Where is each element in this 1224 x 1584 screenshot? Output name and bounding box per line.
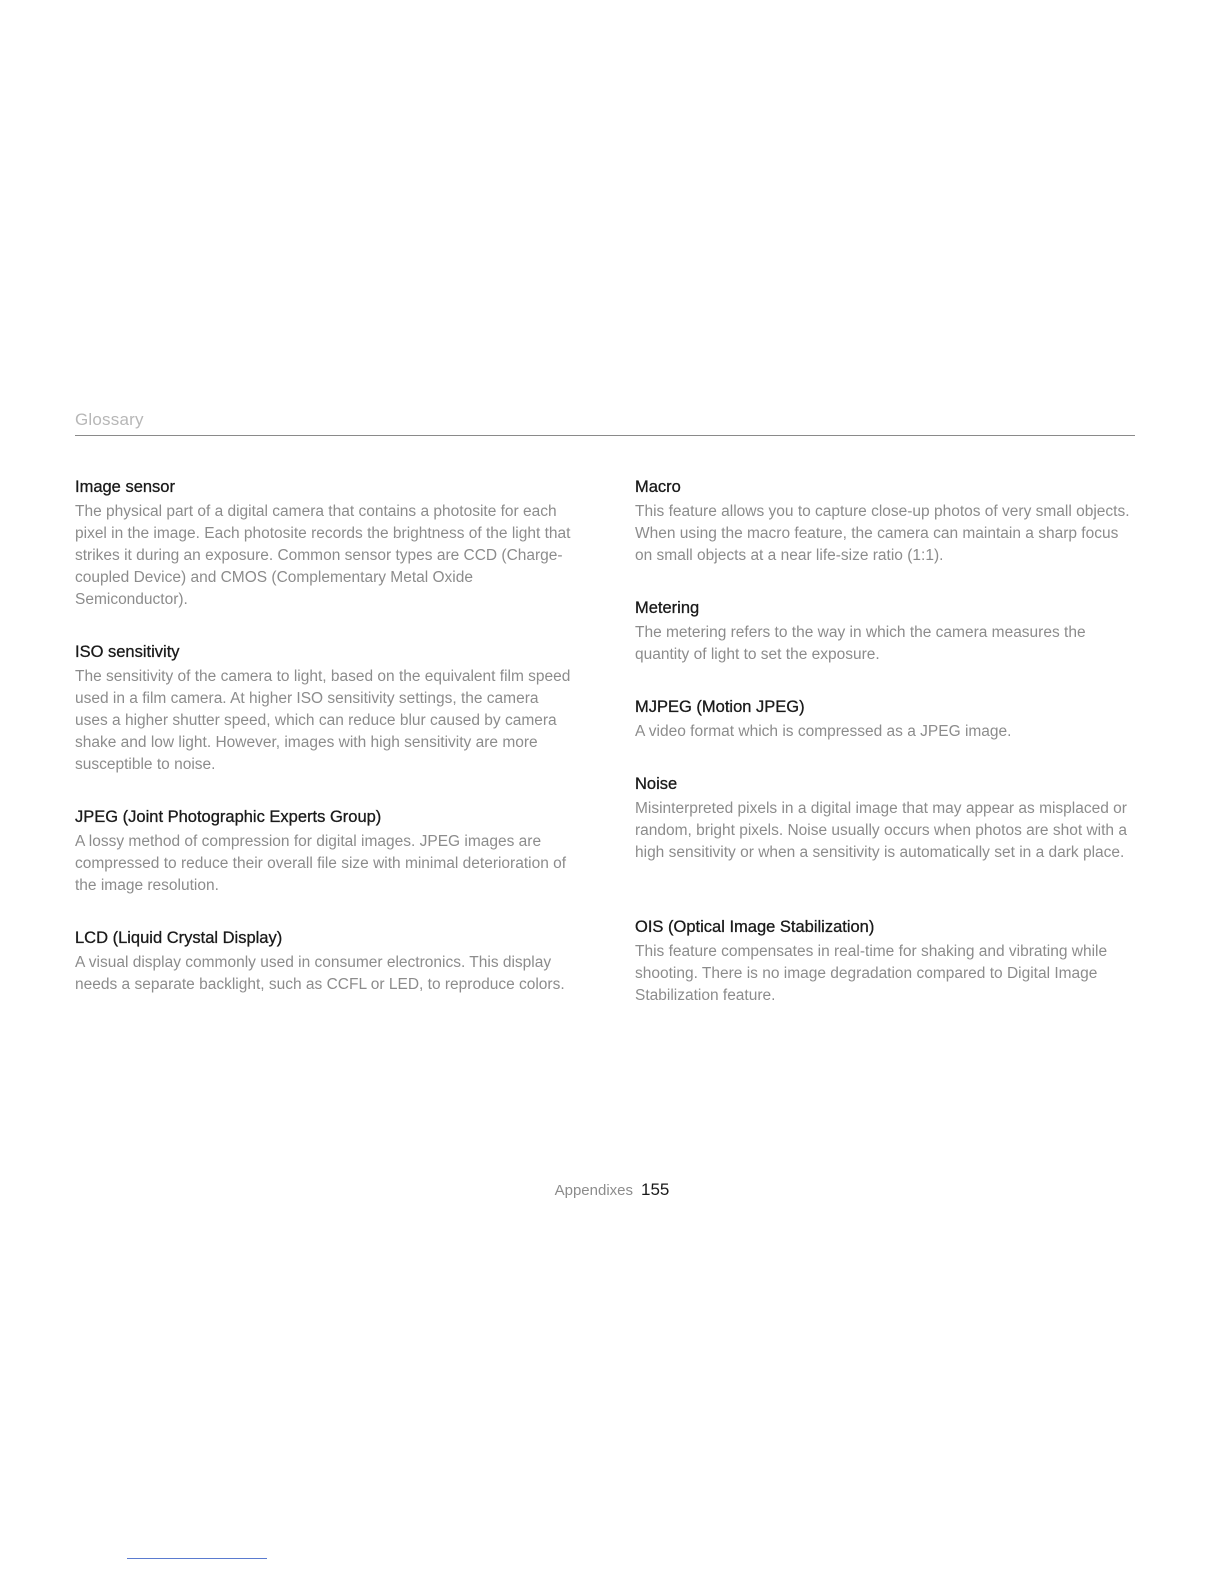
term-title: JPEG (Joint Photographic Experts Group) [75, 808, 382, 826]
page-number: 155 [641, 1180, 670, 1199]
glossary-entry-macro [635, 476, 1135, 597]
term-definition: Misinterpreted pixels in a digital image that may appear as misplaced or random, bright pixels. Noise usually occurs when photos are shot with a high sensitivity or when a sensitivity is automatically set in a dark place. [635, 800, 1127, 861]
term-definition: A video format which is compressed as a JPEG image. [635, 723, 1012, 740]
term-title: Macro [635, 478, 681, 496]
term-definition: This feature compensates in real-time for shaking and vibrating while shooting. There is no image degradation compared to Digital Image Stabilization feature. [635, 943, 1108, 1004]
term-title: Noise [635, 775, 678, 793]
term-definition: The metering refers to the way in which the camera measures the quantity of light to set the exposure. [635, 624, 1086, 663]
glossary-entry-metering [635, 597, 1135, 696]
glossary-entry-mjpeg [635, 696, 1135, 773]
section-header [75, 408, 1135, 436]
term-title: ISO sensitivity [75, 643, 180, 661]
glossary-column-right [635, 476, 1135, 1007]
term-definition: The sensitivity of the camera to light, based on the equivalent film speed used in a film camera. At higher ISO sensitivity settings, the camera uses a higher shutter speed, which can reduce blur caused by camera shake and low light. However, images with high sensitivity are more susceptible to noise. [75, 668, 571, 773]
page-footer [0, 1180, 1224, 1200]
glossary-entry-noise [635, 773, 1135, 916]
glossary-entry-image-sensor [75, 476, 575, 641]
glossary-entry-lcd [75, 927, 575, 996]
term-title: LCD (Liquid Crystal Display) [75, 929, 283, 947]
glossary-entry-iso-sensitivity [75, 641, 575, 806]
glossary-entry-ois [635, 916, 1135, 1007]
term-definition: A lossy method of compression for digital images. JPEG images are compressed to reduce their overall file size with minimal deterioration of the image resolution. [75, 833, 567, 894]
term-definition: A visual display commonly used in consumer electronics. This display needs a separate backlight, such as CCFL or LED, to reproduce colors. [75, 954, 565, 993]
term-title: MJPEG (Motion JPEG) [635, 698, 805, 716]
term-title: Image sensor [75, 478, 175, 496]
term-definition: This feature allows you to capture close-up photos of very small objects. When using the macro feature, the camera can maintain a sharp focus on small objects at a near life-size ratio (1:1). [635, 503, 1130, 564]
term-title: OIS (Optical Image Stabilization) [635, 918, 875, 936]
footer-content [555, 1180, 670, 1200]
term-title: Metering [635, 599, 700, 617]
term-definition: The physical part of a digital camera that contains a photosite for each pixel in the image. Each photosite records the brightness of the light that strikes it during an exposure. Common sensor types are CCD (Charge-coupled Device) and CMOS (Complementary Metal Oxide Semiconductor). [75, 503, 571, 608]
footer-section-label: Appendixes [554, 1182, 634, 1199]
section-title: Glossary [75, 410, 144, 429]
glossary-column-left [75, 476, 575, 996]
bottom-divider [127, 1558, 267, 1559]
glossary-entry-jpeg [75, 806, 575, 927]
